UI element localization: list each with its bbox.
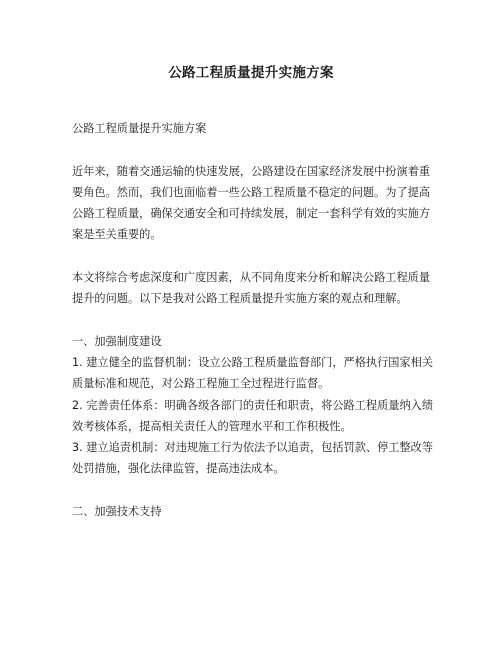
section-1-item-3: 3. 建立追责机制：对违规施工行为依法予以追责，包括罚款、停工整改等处罚措施，强化法律监管，提高违法成本。 [72,440,434,476]
paragraph-gap [72,479,434,501]
document-subtitle: 公路工程质量提升实施方案 [72,122,207,135]
section-heading-1: 一、加强制度建设 [72,334,162,348]
scope-paragraph: 本文将综合考虑深度和广度因素，从不同角度来分析和解决公路工程质量提升的问题。以下是我对公路工程质量提升实施方案的观点和理解。 [72,271,431,306]
paragraph-gap [72,309,434,331]
section-1-item-1: 1. 建立健全的监督机制：设立公路工程质量监督部门，严格执行国家相关质量标准和规范，对公路工程施工全过程进行监督。 [72,356,434,391]
paragraph-gap [72,246,434,268]
document-title: 公路工程质量提升实施方案 [168,65,334,81]
intro-paragraph: 近年来，随着交通运输的快速发展，公路建设在国家经济发展中扮演着重要角色。然而，我们也面临着一些公路工程质量不稳定的问题。为了提高公路工程质量，确保交通安全和可持续发展，制定一套科学有效的实施方案是至关重要的。 [72,164,431,242]
document-body [72,118,434,522]
paragraph-gap [72,139,434,161]
section-heading-2: 二、加强技术支持 [72,504,162,518]
section-1-item-2: 2. 完善责任体系：明确各级各部门的责任和职责，将公路工程质量纳入绩效考核体系，提高相关责任人的管理水平和工作积极性。 [72,398,434,433]
